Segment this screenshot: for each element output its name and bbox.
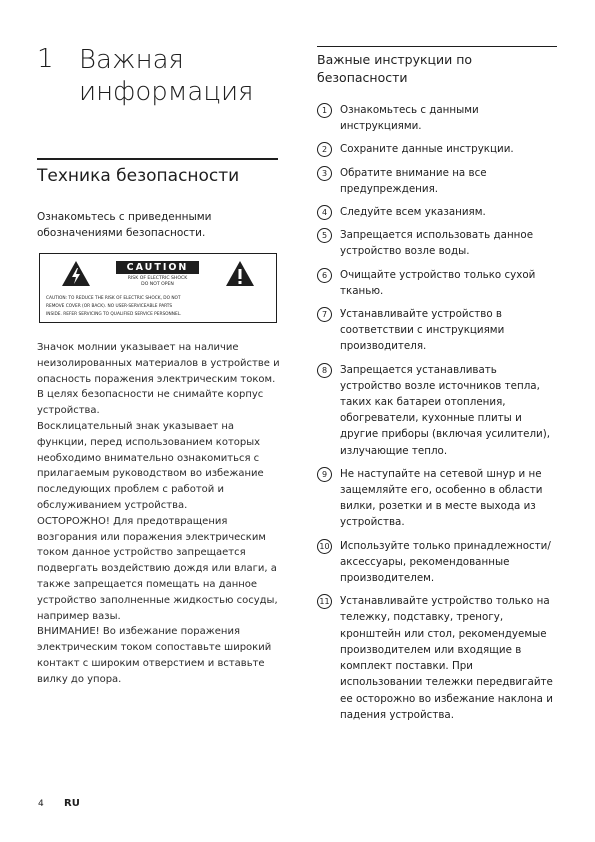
item-text: Запрещается устанавливать устройство возле источников тепла, таких как батареи отопления, обогреватели, кухонные плиты и другие приборы (включая усилители), излучающие тепло. [340,363,551,457]
language-code: RU [64,798,80,809]
list-item [317,141,557,157]
chapter-number: 1 [37,44,54,74]
lightning-warning-icon [61,260,91,287]
instructions-list [317,102,557,723]
item-text: Используйте только принадлежности/аксессуары, рекомендованные производителем. [340,539,551,585]
item-text: Не наступайте на сетевой шнур и не защемляйте его, особенно в области вилки, розетки и в месте выхода из устройства. [340,467,543,529]
caution-line: INSIDE. REFER SERVICING TO QUALIFIED SERVICE PERSONNEL. [46,312,182,317]
item-text: Устанавливайте устройство только на тележку, подставку, треногу, кронштейн или стол, рекомендуемые производителем или входящие в комплект поставки. При использовании тележки передвигайте ее осторожно во избежание наклона и падения устройства. [340,595,553,721]
instructions-divider [317,46,557,47]
item-number-badge: 11 [317,594,332,609]
paragraph-caution: ОСТОРОЖНО! Для предотвращения возгорания или поражения электрическим током данное устройство запрещается подвергать воздействию дождя или влаги, а также запрещается помещать на данное устройство заполненные жидкостью сосуды, например вазы. [37,515,278,622]
item-number-badge: 6 [317,268,332,283]
item-number-badge: 2 [317,142,332,157]
section-intro: Ознакомьтесь с приведенными обозначениями безопасности. [37,211,212,239]
caution-line: CAUTION: TO REDUCE THE RISK OF ELECTRIC SHOCK, DO NOT [46,296,181,301]
paragraph-lightning: Значок молнии указывает на наличие неизолированных материалов в устройстве и опасность поражения электрическим током. В целях безопасности не снимайте корпус устройства. [37,342,280,417]
caution-sub-line: DO NOT OPEN [141,282,174,287]
caution-subtitle [116,276,199,288]
caution-sub-line: RISK OF ELECTRIC SHOCK [127,276,188,281]
item-text: Устанавливайте устройство в соответствии с инструкциями производителя. [340,308,505,353]
item-number-badge: 3 [317,166,332,181]
list-item [317,102,557,134]
item-text: Очищайте устройство только сухой тканью. [340,268,536,297]
item-number-badge: 10 [317,539,332,554]
page-number: 4 [38,799,44,809]
list-item [317,362,557,459]
caution-label [39,253,277,323]
paragraph-exclamation: Восклицательный знак указывает на функции, перед использованием которых необходимо внимательно ознакомиться с прилагаемым руководством во избежание последующих проблем с работой и обслуживанием устройства. [37,420,264,511]
item-text: Следуйте всем указаниям. [340,206,486,219]
exclamation-warning-icon [225,260,255,287]
list-item [317,267,557,299]
section-title: Техника безопасности [37,166,240,186]
list-item [317,306,557,355]
list-item [317,227,557,259]
item-text: Обратите внимание на все предупреждения. [340,166,487,195]
item-number-badge: 1 [317,103,332,118]
item-text: Запрещается использовать данное устройство возле воды. [340,229,534,258]
list-item [317,165,557,197]
item-text: Сохраните данные инструкции. [340,143,514,156]
caution-line: REMOVE COVER (OR BACK). NO USER-SERVICEABLE PARTS [46,304,173,309]
caution-text [46,295,270,319]
item-number-badge: 5 [317,228,332,243]
list-item [317,538,557,587]
item-number-badge: 7 [317,307,332,322]
item-number-badge: 8 [317,363,332,378]
paragraph-warning: ВНИМАНИЕ! Во избежание поражения электрическим током сопоставьте широкий контакт с широким отверстием и вставьте вилку до упора. [37,626,272,685]
instructions-title: Важные инструкции по безопасности [317,52,473,85]
section-divider [37,158,278,160]
item-text: Ознакомьтесь с данными инструкциями. [340,104,479,133]
caution-banner: CAUTION [116,261,199,274]
item-number-badge: 4 [317,205,332,220]
list-item [317,466,557,531]
list-item [317,204,557,220]
safety-body-text [37,340,281,688]
list-item [317,593,557,723]
item-number-badge: 9 [317,467,332,482]
chapter-title: Важная информация [79,45,254,107]
